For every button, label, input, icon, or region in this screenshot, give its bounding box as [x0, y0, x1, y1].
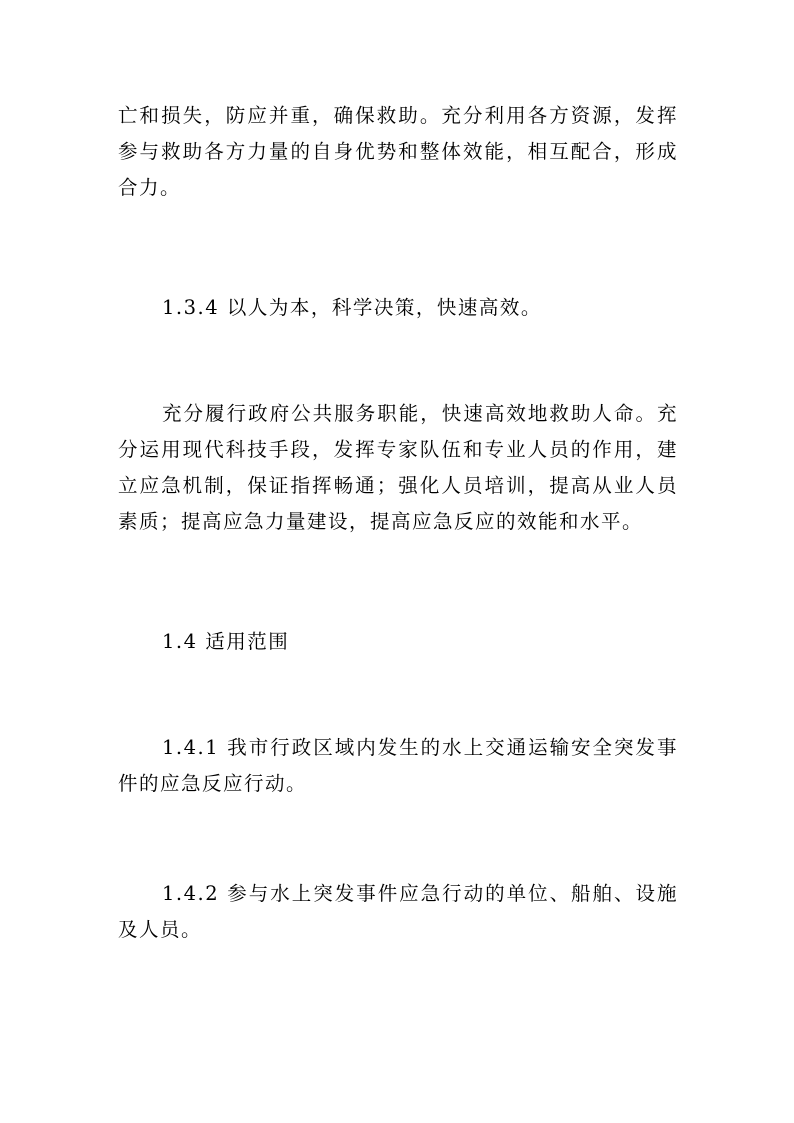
paragraph-1-4-1: 1.4.1 我市行政区域内发生的水上交通运输安全突发事件的应急反应行动。 — [118, 736, 678, 795]
paragraph-continuation: 亡和损失，防应并重，确保救助。充分利用各方资源，发挥参与救助各方力量的自身优势和整体效能，相互配合，形成合力。 — [118, 104, 678, 199]
section-heading-1-3-4: 1.3.4 以人为本，科学决策，快速高效。 — [162, 296, 542, 319]
paragraph-body: 充分履行政府公共服务职能，快速高效地救助人命。充分运用现代科技手段，发挥专家队伍和专业人员的作用，建立应急机制，保证指挥畅通；强化人员培训，提高从业人员素质；提高应急力量建设，提高应急反应的效能和水平。 — [118, 402, 678, 533]
section-heading-1-4: 1.4 适用范围 — [162, 630, 290, 653]
paragraph-1-4-2: 1.4.2 参与水上突发事件应急行动的单位、船舶、设施及人员。 — [118, 882, 678, 941]
